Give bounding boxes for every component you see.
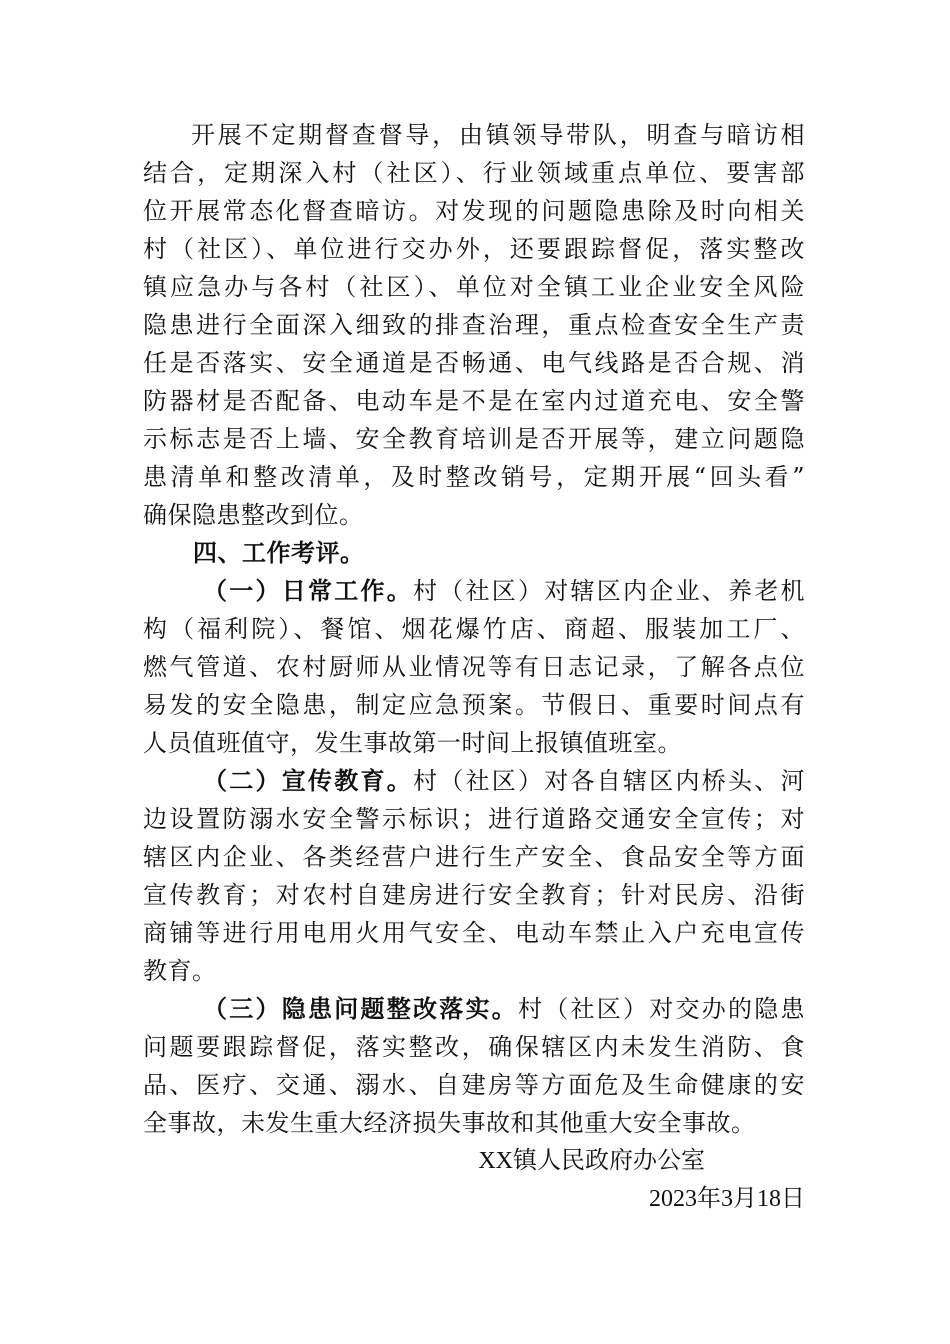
paragraph-line: 燃气管道、农村厨师从业情况等有日志记录，了解各点位 (143, 653, 805, 681)
paragraph-line: 人员值班值守，发生事故第一时间上报镇值班室。 (143, 729, 682, 757)
paragraph-line: 辖区内企业、各类经营户进行生产安全、食品安全等方面 (143, 843, 805, 871)
item-title: （三）隐患问题整改落实。 (203, 994, 518, 1023)
item-text: 村（社区）对交办的隐患 (518, 995, 805, 1023)
item-title: （二）宣传教育。 (203, 766, 413, 795)
paragraph-line: 教育。 (143, 957, 217, 985)
paragraph-line: 问题要跟踪督促，落实整改，确保辖区内未发生消防、食 (143, 1033, 805, 1061)
item-text: 村（社区）对辖区内企业、养老机 (413, 577, 805, 605)
signature-date: 2023年3月18日 (649, 1186, 805, 1212)
paragraph-line: 宣传教育；对农村自建房进行安全教育；针对民房、沿街 (143, 881, 805, 909)
paragraph-line: 示标志是否上墙、安全教育培训是否开展等，建立问题隐 (143, 425, 805, 453)
item-daily-work (143, 572, 805, 762)
signature-organization: XX镇人民政府办公室 (478, 1148, 705, 1174)
paragraph-line: 确保隐患整改到位。 (143, 501, 364, 529)
signature-block (143, 1142, 805, 1218)
paragraph-inspection (143, 116, 805, 534)
paragraph-line: 开展不定期督查督导，由镇领导带队，明查与暗访相 (191, 121, 805, 149)
item-text: 村（社区）对各自辖区内桥头、河 (413, 767, 805, 795)
paragraph-line: 镇应急办与各村（社区）、单位对全镇工业企业安全风险 (143, 273, 805, 301)
item-hazard-rectification (143, 990, 805, 1142)
paragraph-line: 隐患进行全面深入细致的排查治理，重点检查安全生产责 (143, 311, 805, 339)
paragraph-line: 结合，定期深入村（社区）、行业领域重点单位、要害部 (143, 159, 805, 187)
item-title: （一）日常工作。 (203, 576, 413, 605)
paragraph-line: 易发的安全隐患，制定应急预案。节假日、重要时间点有 (143, 691, 805, 719)
paragraph-line: 全事故，未发生重大经济损失事故和其他重大安全事故。 (143, 1109, 756, 1137)
section-heading: 四、工作考评。 (193, 538, 365, 567)
paragraph-line: 防器材是否配备、电动车是不是在室内过道充电、安全警 (143, 387, 805, 415)
item-publicity-education (143, 762, 805, 990)
paragraph-line: 村（社区）、单位进行交办外，还要跟踪督促，落实整改 (143, 235, 805, 263)
paragraph-line: 任是否落实、安全通道是否畅通、电气线路是否合规、消 (143, 349, 805, 377)
paragraph-line: 边设置防溺水安全警示标识；进行道路交通安全宣传；对 (143, 805, 805, 833)
item-first-line (143, 990, 805, 1028)
document-page (143, 116, 805, 1218)
paragraph-line: 构（福利院）、餐馆、烟花爆竹店、商超、服装加工厂、 (143, 615, 805, 643)
item-first-line (143, 572, 805, 610)
paragraph-line: 品、医疗、交通、溺水、自建房等方面危及生命健康的安 (143, 1071, 805, 1099)
paragraph-line: 患清单和整改清单，及时整改销号，定期开展“回头看” (143, 463, 805, 491)
item-first-line (143, 762, 805, 800)
paragraph-line: 商铺等进行用电用火用气安全、电动车禁止入户充电宣传 (143, 919, 805, 947)
paragraph-line: 位开展常态化督查暗访。对发现的问题隐患除及时向相关 (143, 197, 805, 225)
